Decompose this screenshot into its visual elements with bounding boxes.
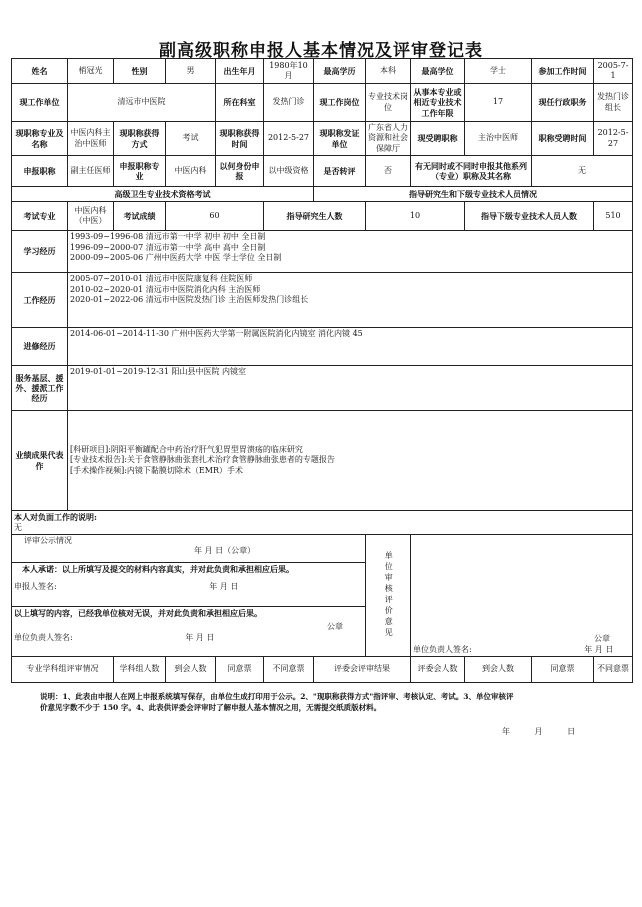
study-history-label: 学习经历 bbox=[12, 231, 68, 273]
other-apply-value: 无 bbox=[532, 156, 633, 187]
study-line: 1993-09~1996-08 清远市第一中学 初中 初中 全日制 bbox=[70, 232, 266, 242]
achievements-row bbox=[12, 411, 633, 511]
negative-statement-value: 无 bbox=[14, 522, 22, 532]
hired-time-label: 职称受聘时间 bbox=[532, 122, 594, 156]
years-label: 从事本专业或相近专业技术工作年限 bbox=[411, 84, 465, 122]
education-value: 本科 bbox=[366, 59, 411, 84]
note-line: 说明：1、此表由申报人在网上申报系统填写保存，由单位生成打印用于公示。2、"现职称获得方式"指评审、考核认定、考试。3、单位审核评 bbox=[40, 692, 514, 701]
apply-title-value: 副主任医师 bbox=[68, 156, 114, 187]
promise-date: 年 月 日 bbox=[209, 582, 239, 592]
transfer-value: 否 bbox=[366, 156, 411, 187]
publicity-row bbox=[12, 534, 633, 562]
publicity-label: 评审公示情况 bbox=[24, 535, 72, 545]
dept-value: 发热门诊 bbox=[264, 84, 314, 122]
promise-signer-label: 申报人签名: bbox=[14, 582, 57, 592]
group-present-label: 到会人数 bbox=[166, 656, 216, 682]
publicity-date: 年 月 日（公章） bbox=[194, 546, 256, 556]
degree-value: 学士 bbox=[465, 59, 532, 84]
group-agree-label: 同意票 bbox=[216, 656, 264, 682]
admin-post-value: 发热门诊组长 bbox=[594, 84, 633, 122]
hired-title-label: 现受聘职称 bbox=[411, 122, 465, 156]
achievements-content bbox=[68, 411, 633, 511]
current-title-value: 中医内科主治中医师 bbox=[68, 122, 114, 156]
unit-review-cell bbox=[411, 534, 633, 656]
dept-label: 所在科室 bbox=[216, 84, 264, 122]
exam-major-label: 考试专业 bbox=[12, 202, 68, 231]
achievements-label: 业绩成果代表作 bbox=[12, 411, 68, 511]
graduate-count-value: 10 bbox=[366, 202, 465, 231]
junior-count-label: 指导下级专业技术人员人数 bbox=[465, 202, 594, 231]
guidance-section-header: 指导研究生和下级专业技术人员情况 bbox=[314, 187, 633, 202]
hired-title-value: 主治中医师 bbox=[465, 122, 532, 156]
graduate-count-label: 指导研究生人数 bbox=[264, 202, 366, 231]
exam-score-label: 考试成绩 bbox=[114, 202, 166, 231]
service-history-label: 服务基层、援外、援派工作经历 bbox=[12, 366, 68, 411]
work-history-row bbox=[12, 273, 633, 328]
name-value: 梢冠光 bbox=[68, 59, 114, 84]
work-line: 2005-07~2010-01 清远市中医院康复科 住院医师 bbox=[70, 274, 253, 284]
post-label: 现工作岗位 bbox=[314, 84, 366, 122]
exam-major-value: 中医内科（中医） bbox=[68, 202, 114, 231]
unit-verify-cell bbox=[12, 606, 366, 656]
service-history-row bbox=[12, 366, 633, 411]
promise-sign-line bbox=[14, 582, 363, 592]
achievement-line: [专业技术报告]:关于食管静脉曲张套扎术治疗食管静脉曲张患者的专题报告 bbox=[70, 455, 335, 465]
training-history-label: 进修经历 bbox=[12, 328, 68, 366]
exam-section-header: 高级卫生专业技术资格考试 bbox=[12, 187, 314, 202]
unit-verify-signer-label: 单位负责人签名: bbox=[14, 632, 73, 642]
unit-verify-seal: 公章 bbox=[327, 622, 343, 632]
unit-verify-text: 以上填写的内容，已经我单位核对无误，并对此负责和承担相应后果。 bbox=[14, 607, 262, 618]
publicity-cell bbox=[12, 534, 366, 562]
committee-present-label: 到会人数 bbox=[465, 656, 532, 682]
apply-title-row bbox=[12, 156, 633, 187]
work-history-label: 工作经历 bbox=[12, 273, 68, 328]
training-history-content bbox=[68, 328, 633, 366]
work-history-content bbox=[68, 273, 633, 328]
training-line: 2014-06-01~2014-11-30 广州中医药大学第一附属医院消化内镜室 消化内镜 45 bbox=[70, 329, 363, 339]
obtain-method-value: 考试 bbox=[166, 122, 216, 156]
unit-verify-date: 年 月 日 bbox=[185, 632, 215, 642]
name-label: 姓名 bbox=[12, 59, 68, 84]
obtain-time-label: 现职称获得时间 bbox=[216, 122, 264, 156]
achievement-line: [科研项目]:阴阳平衡罐配合中药治疗肝气犯胃型胃溃疡的临床研究 bbox=[70, 445, 303, 455]
unit-label: 现工作单位 bbox=[12, 84, 68, 122]
transfer-label: 是否转评 bbox=[314, 156, 366, 187]
degree-label: 最高学位 bbox=[411, 59, 465, 84]
identity-value: 以中级资格 bbox=[264, 156, 314, 187]
birth-value: 1980年10月 bbox=[264, 59, 314, 84]
current-title-label: 现职称专业及名称 bbox=[12, 122, 68, 156]
unit-review-label: 单位审核评价意见 bbox=[384, 551, 394, 640]
work-start-value: 2005-7-1 bbox=[594, 59, 633, 84]
work-start-label: 参加工作时间 bbox=[532, 59, 594, 84]
group-disagree-label: 不同意票 bbox=[264, 656, 314, 682]
unit-review-sign-line bbox=[413, 645, 630, 655]
negative-statement-cell bbox=[12, 511, 633, 535]
form-notes bbox=[40, 692, 600, 714]
committee-members-label: 评委会人数 bbox=[411, 656, 465, 682]
promise-cell bbox=[12, 562, 366, 606]
junior-count-value: 510 bbox=[594, 202, 633, 231]
hired-time-value: 2012-5-27 bbox=[594, 122, 633, 156]
note-line: 价意见字数不少于 150 字。4、此表供评委会评审时了解申报人基本情况之用，无需提交纸质版材料。 bbox=[40, 702, 382, 712]
group-members-label: 学科组人数 bbox=[114, 656, 166, 682]
identity-label: 以何身份申报 bbox=[216, 156, 264, 187]
years-value: 17 bbox=[465, 84, 532, 122]
service-history-content bbox=[68, 366, 633, 411]
work-unit-row bbox=[12, 84, 633, 122]
unit-review-seal: 公章 bbox=[594, 634, 610, 644]
unit-verify-sign-line bbox=[14, 633, 363, 643]
birth-label: 出生年月 bbox=[216, 59, 264, 84]
gender-label: 性别 bbox=[114, 59, 166, 84]
promise-text: 本人承诺：以上所填写及提交的材料内容真实，并对此负责和承担相应后果。 bbox=[22, 563, 294, 574]
unit-review-label-cell bbox=[366, 534, 411, 656]
education-label: 最高学历 bbox=[314, 59, 366, 84]
group-review-label: 专业学科组评审情况 bbox=[12, 656, 114, 682]
study-history-row bbox=[12, 231, 633, 273]
service-line: 2019-01-01~2019-12-31 阳山县中医院 内镜室 bbox=[70, 367, 247, 377]
issuer-value: 广东省人力资源和社会保障厅 bbox=[366, 122, 411, 156]
work-line: 2020-01~2022-06 清远市中医院发热门诊 主治医师发热门诊组长 bbox=[70, 294, 309, 304]
form-title: 副高级职称申报人基本情况及评审登记表 bbox=[159, 41, 483, 61]
exam-score-value: 60 bbox=[166, 202, 264, 231]
obtain-method-label: 现职称获得方式 bbox=[114, 122, 166, 156]
apply-major-label: 申报职称专业 bbox=[114, 156, 166, 187]
unit-review-signer-label: 单位负责人签名: bbox=[413, 644, 472, 654]
negative-statement-label: 本人对负面工作的说明: bbox=[14, 512, 97, 523]
admin-post-label: 现任行政职务 bbox=[532, 84, 594, 122]
section-header-row bbox=[12, 187, 633, 202]
exam-guidance-row bbox=[12, 202, 633, 231]
gender-value: 男 bbox=[166, 59, 216, 84]
registration-form-table bbox=[11, 58, 633, 683]
post-value: 专业技术岗位 bbox=[366, 84, 411, 122]
current-title-row bbox=[12, 122, 633, 156]
apply-title-label: 申报职称 bbox=[12, 156, 68, 187]
unit-review-date: 年 月 日 bbox=[584, 644, 614, 654]
study-line: 1996-09~2000-07 清远市第一中学 高中 高中 全日制 bbox=[70, 242, 266, 252]
work-line: 2010-02~2020-01 清远市中医院消化内科 主治医师 bbox=[70, 284, 261, 294]
committee-review-label: 评委会评审结果 bbox=[314, 656, 411, 682]
apply-major-value: 中医内科 bbox=[166, 156, 216, 187]
bottom-date: 年 月 日 bbox=[502, 727, 576, 736]
issuer-label: 现职称发证单位 bbox=[314, 122, 366, 156]
study-history-content bbox=[68, 231, 633, 273]
review-result-row bbox=[12, 656, 633, 682]
committee-disagree-label: 不同意票 bbox=[594, 656, 633, 682]
unit-value: 清远市中医院 bbox=[68, 84, 216, 122]
achievement-line: [手术操作视频]:内镜下黏膜切除术（EMR）手术 bbox=[70, 465, 243, 475]
obtain-time-value: 2012-5-27 bbox=[264, 122, 314, 156]
basic-info-row bbox=[12, 59, 633, 84]
committee-agree-label: 同意票 bbox=[532, 656, 594, 682]
other-apply-label: 有无同时或不同时申报其他系列（专业）职称及其名称 bbox=[411, 156, 532, 187]
study-line: 2000-09~2005-06 广州中医药大学 中医 学士学位 全日制 bbox=[70, 252, 282, 262]
training-history-row bbox=[12, 328, 633, 366]
negative-statement-row bbox=[12, 511, 633, 535]
